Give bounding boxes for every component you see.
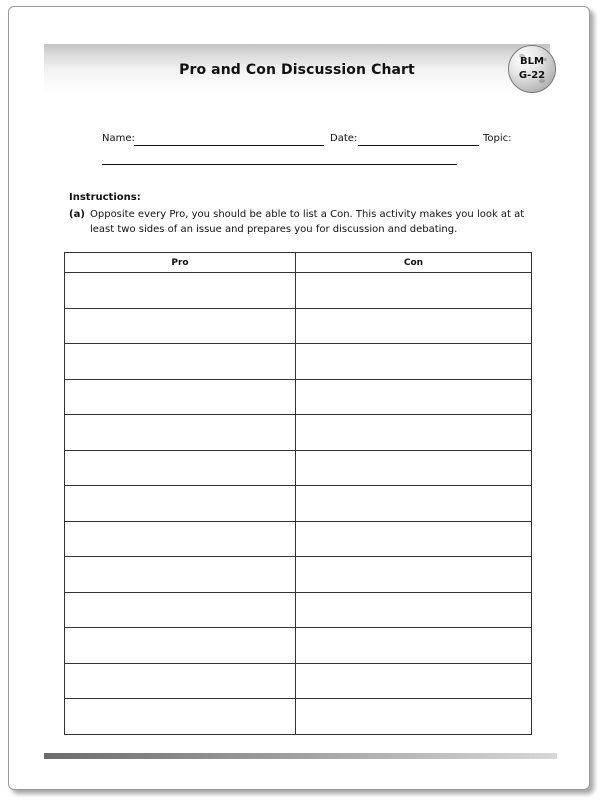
- con-cell[interactable]: [296, 557, 532, 593]
- topic-field[interactable]: [102, 164, 457, 165]
- pro-cell[interactable]: [65, 592, 296, 628]
- table-row: [65, 592, 532, 628]
- pro-column-header: Pro: [65, 253, 296, 273]
- name-field[interactable]: [134, 145, 324, 146]
- con-cell[interactable]: [296, 344, 532, 380]
- blm-badge: [508, 45, 556, 93]
- con-cell[interactable]: [296, 628, 532, 664]
- con-cell[interactable]: [296, 521, 532, 557]
- con-cell[interactable]: [296, 699, 532, 735]
- table-row: [65, 557, 532, 593]
- table-row: [65, 663, 532, 699]
- con-cell[interactable]: [296, 308, 532, 344]
- table-row: [65, 308, 532, 344]
- con-cell[interactable]: [296, 415, 532, 451]
- pro-cell[interactable]: [65, 344, 296, 380]
- pro-cell[interactable]: [65, 308, 296, 344]
- con-column-header: Con: [296, 253, 532, 273]
- footer-bar: [44, 753, 557, 759]
- table-row: [65, 273, 532, 309]
- table-row: [65, 379, 532, 415]
- table-body: [65, 273, 532, 735]
- pro-cell[interactable]: [65, 663, 296, 699]
- instruction-item-label: (a): [69, 209, 85, 220]
- name-label: Name:: [102, 133, 135, 144]
- badge-number: G-22: [518, 70, 546, 81]
- page-title: Pro and Con Discussion Chart: [179, 62, 415, 78]
- table-row: [65, 521, 532, 557]
- table-row: [65, 699, 532, 735]
- badge-code: BLM: [520, 56, 544, 67]
- table-row: [65, 486, 532, 522]
- table-row: [65, 450, 532, 486]
- table-row: [65, 628, 532, 664]
- instruction-item-text: Opposite every Pro, you should be able to list a Con. This activity makes you look at at least two sides of an issue and prepares you for discussion and debating.: [90, 209, 525, 235]
- date-label: Date:: [330, 133, 358, 144]
- table-row: [65, 415, 532, 451]
- pro-cell[interactable]: [65, 273, 296, 309]
- con-cell[interactable]: [296, 486, 532, 522]
- instructions-heading: Instructions:: [69, 192, 141, 203]
- pro-cell[interactable]: [65, 557, 296, 593]
- pro-cell[interactable]: [65, 521, 296, 557]
- date-field[interactable]: [358, 145, 479, 146]
- con-cell[interactable]: [296, 273, 532, 309]
- pro-cell[interactable]: [65, 450, 296, 486]
- con-cell[interactable]: [296, 450, 532, 486]
- pro-con-table: [64, 252, 532, 735]
- con-cell[interactable]: [296, 592, 532, 628]
- pro-cell[interactable]: [65, 415, 296, 451]
- con-cell[interactable]: [296, 663, 532, 699]
- pro-cell[interactable]: [65, 486, 296, 522]
- pro-cell[interactable]: [65, 699, 296, 735]
- con-cell[interactable]: [296, 379, 532, 415]
- pro-cell[interactable]: [65, 379, 296, 415]
- table-header-row: [65, 253, 532, 273]
- pro-cell[interactable]: [65, 628, 296, 664]
- table-row: [65, 344, 532, 380]
- topic-label: Topic:: [483, 133, 512, 144]
